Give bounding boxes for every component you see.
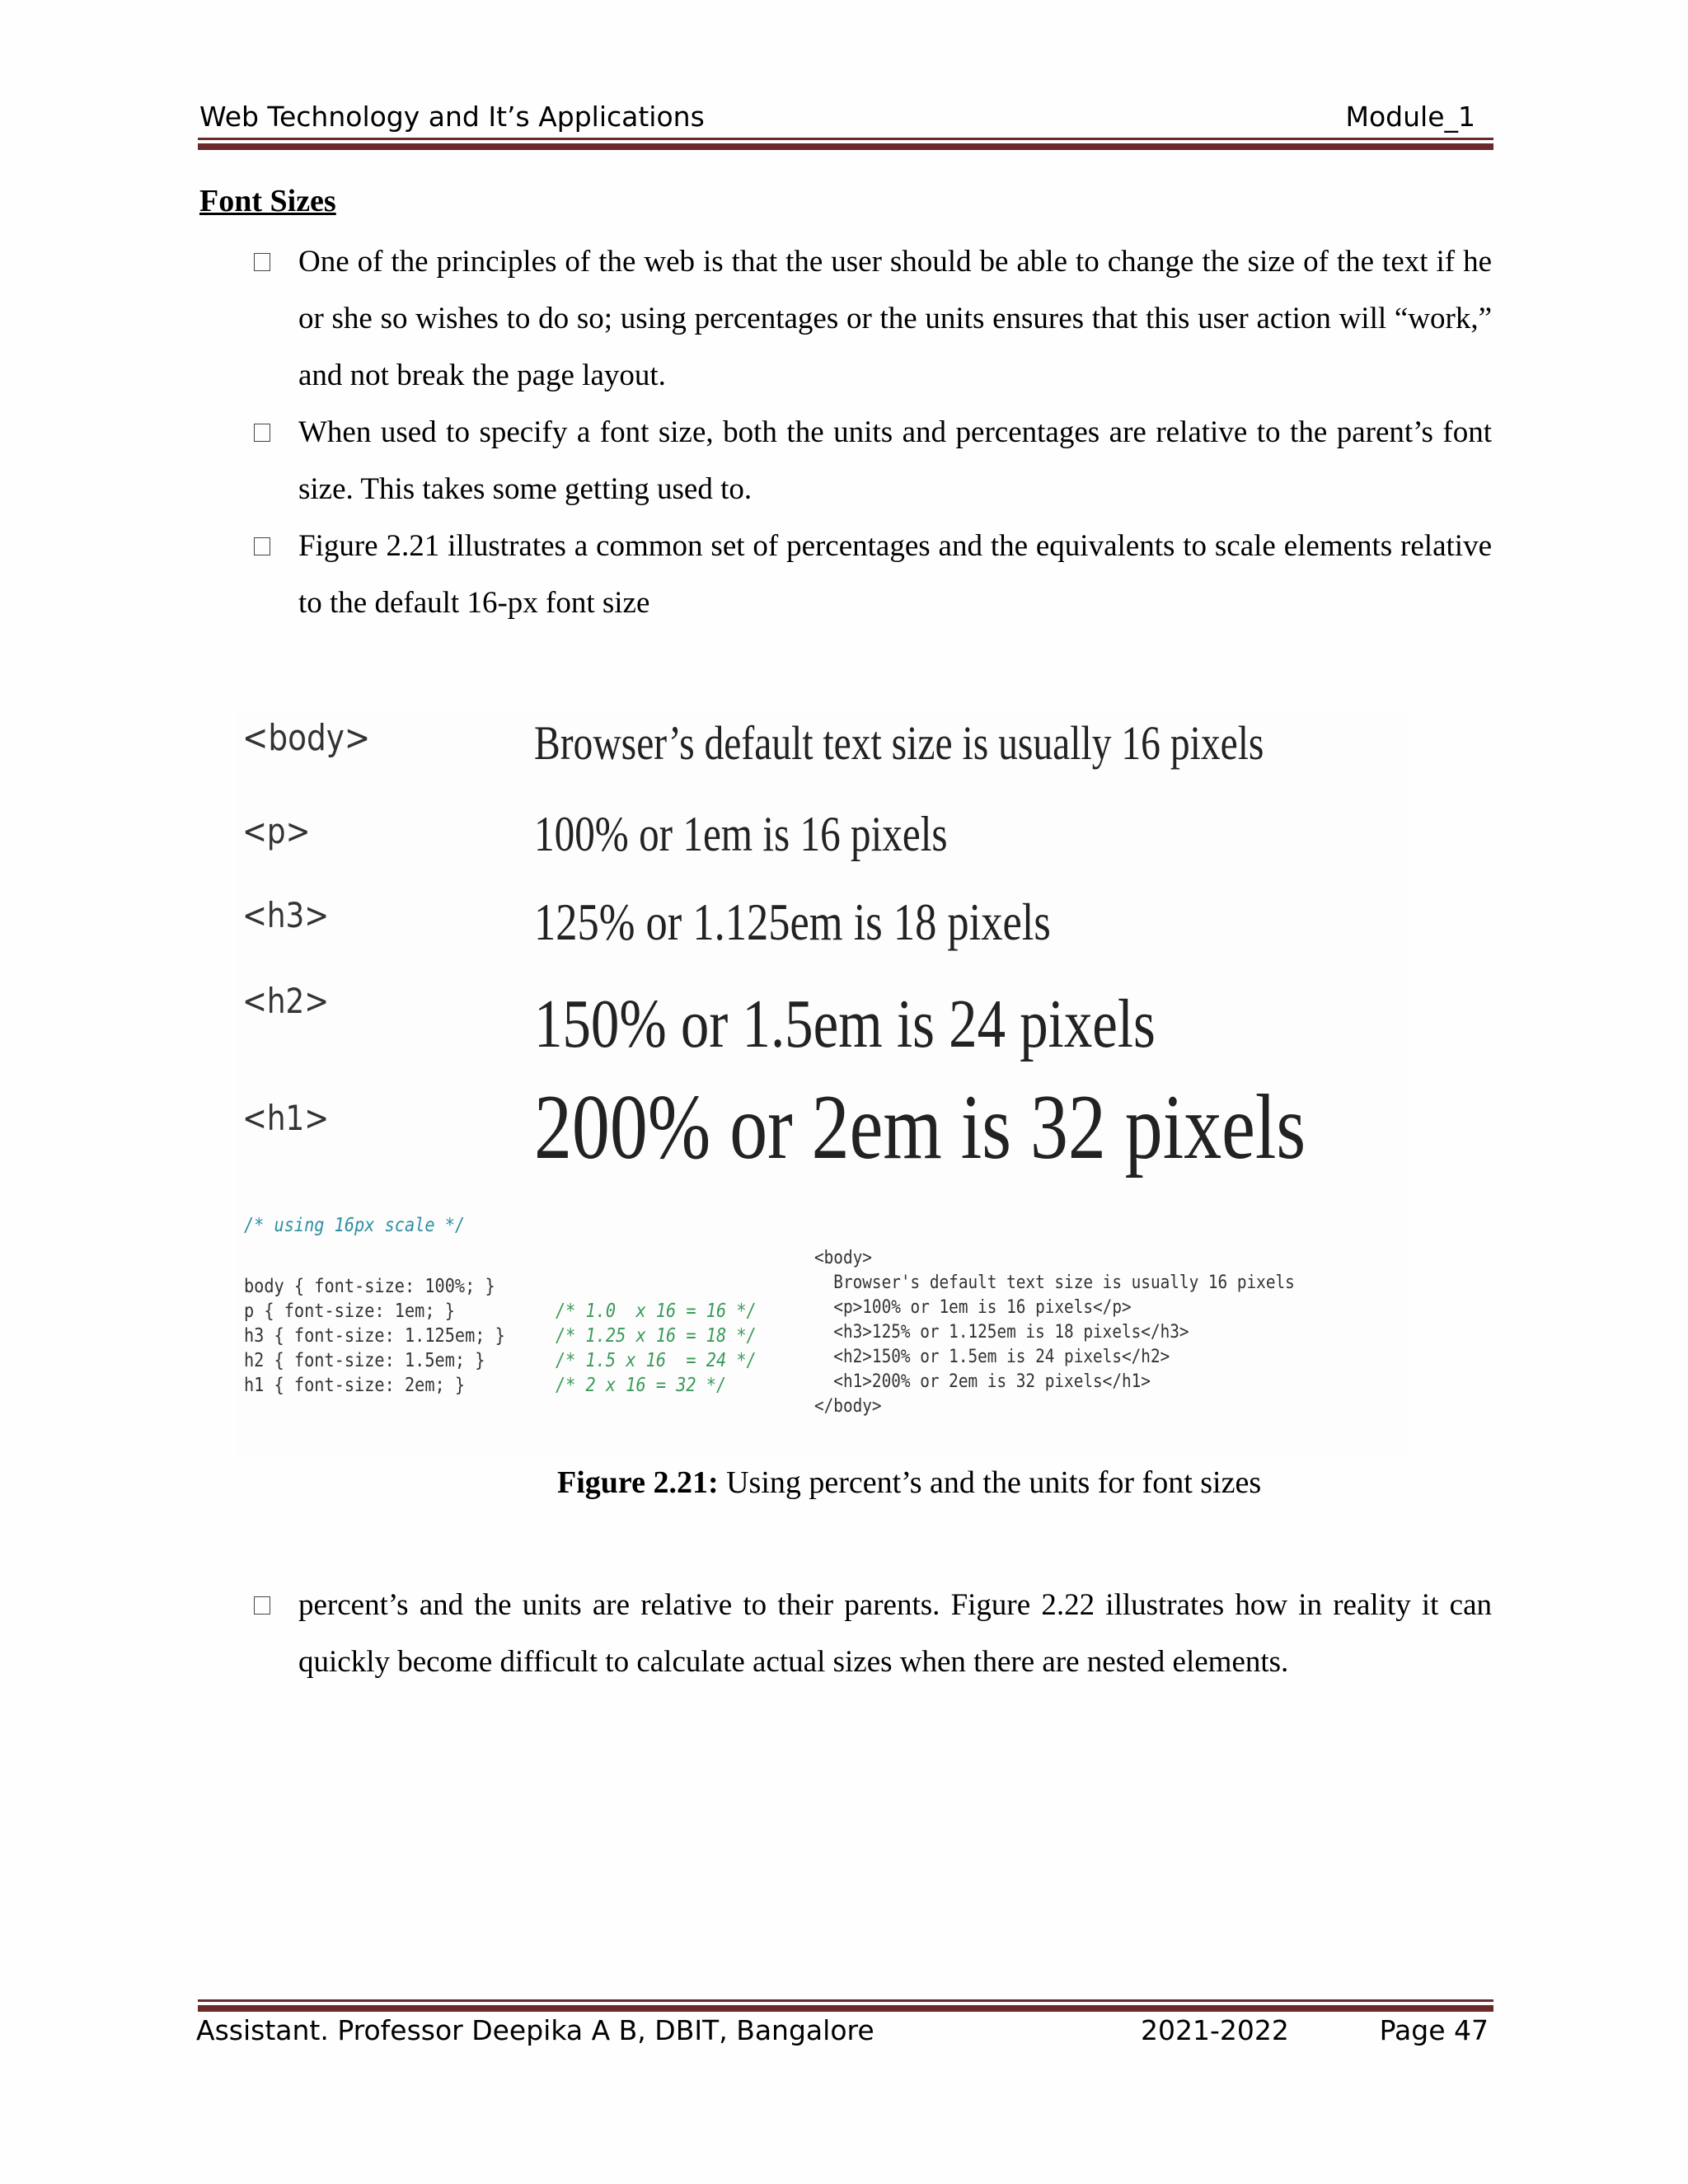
footer-author: Assistant. Professor Deepika A B, DBIT, Bangalore — [196, 2014, 874, 2046]
figure-html-line: <p>100% or 1em is 16 pixels</p> — [814, 1297, 1132, 1318]
caption-text: Using percent’s and the units for font sizes — [718, 1465, 1262, 1500]
figure-sample-body: Browser’s default text size is usually 16 pixels — [534, 716, 1264, 770]
figure-html-line: <h2>150% or 1.5em is 24 pixels</h2> — [814, 1347, 1170, 1367]
figure-2-21 — [237, 709, 1408, 1459]
footer-year: 2021-2022 — [1141, 2014, 1289, 2046]
figure-calc-comment: /* 1.5 x 16 = 24 */ — [556, 1350, 757, 1371]
list-item — [247, 1577, 1492, 1690]
header-module: Module_1 — [1345, 101, 1475, 133]
figure-html-line: <h1>200% or 2em is 32 pixels</h1> — [814, 1371, 1151, 1392]
figure-html-line: <body> — [814, 1248, 872, 1268]
bullet-text: percent’s and the units are relative to their parents. Figure 2.22 illustrates how in reality it can quickly become difficult to calculate actual sizes when there are nested elements. — [298, 1588, 1492, 1679]
figure-css-line: p { font-size: 1em; } — [244, 1301, 455, 1322]
figure-css-line: h2 { font-size: 1.5em; } — [244, 1350, 485, 1371]
figure-calc-comment: /* 1.0 x 16 = 16 */ — [556, 1301, 757, 1322]
figure-tag-h2: <h2> — [242, 981, 330, 1021]
footer-rule-thick — [198, 2005, 1493, 2012]
bullet-box-icon — [254, 253, 270, 271]
figure-html-line: <h3>125% or 1.125em is 18 pixels</h3> — [814, 1322, 1189, 1343]
bullet-list-2 — [247, 1577, 1492, 1690]
footer-rule-thin — [198, 1999, 1493, 2002]
page-header — [198, 101, 1493, 137]
figure-css-comment: /* using 16px scale */ — [244, 1215, 466, 1236]
figure-css-line: body { font-size: 100%; } — [244, 1276, 495, 1297]
list-item — [247, 404, 1492, 518]
header-rule-thick — [198, 143, 1493, 150]
header-rule-thin — [198, 138, 1493, 140]
header-title: Web Technology and It’s Applications — [199, 101, 705, 133]
figure-tag-p: <p> — [242, 811, 311, 851]
figure-sample-h2: 150% or 1.5em is 24 pixels — [534, 986, 1156, 1062]
figure-html-line: </body> — [814, 1396, 882, 1417]
figure-sample-h1: 200% or 2em is 32 pixels — [534, 1076, 1306, 1179]
figure-tag-body: <body> — [242, 717, 371, 759]
figure-tag-h3: <h3> — [242, 895, 330, 935]
figure-html-line: Browser's default text size is usually 16 pixels — [814, 1272, 1295, 1293]
figure-sample-h3: 125% or 1.125em is 18 pixels — [534, 893, 1051, 951]
list-item — [247, 518, 1492, 631]
figure-css-line: h1 { font-size: 2em; } — [244, 1375, 466, 1396]
bullet-box-icon — [254, 537, 270, 555]
section-title: Font Sizes — [199, 184, 336, 218]
bullet-list — [247, 233, 1492, 631]
page-footer — [196, 2014, 1493, 2052]
footer-page-number: Page 47 — [1379, 2014, 1489, 2046]
figure-caption — [557, 1465, 1261, 1501]
bullet-text: Figure 2.21 illustrates a common set of percentages and the equivalents to scale elements relative to the default 16-px font size — [298, 529, 1492, 620]
figure-css-line: h3 { font-size: 1.125em; } — [244, 1325, 505, 1347]
figure-calc-comment: /* 2 x 16 = 32 */ — [556, 1375, 727, 1396]
figure-tag-h1: <h1> — [242, 1098, 330, 1138]
bullet-text: When used to specify a font size, both the units and percentages are relative to the parent’s font size. This takes some getting used to. — [298, 415, 1492, 506]
figure-sample-p: 100% or 1em is 16 pixels — [534, 807, 948, 861]
figure-calc-comment: /* 1.25 x 16 = 18 */ — [556, 1325, 757, 1347]
bullet-box-icon — [254, 1596, 270, 1615]
bullet-box-icon — [254, 424, 270, 442]
caption-label: Figure 2.21: — [557, 1465, 719, 1500]
list-item — [247, 233, 1492, 404]
bullet-text: One of the principles of the web is that the user should be able to change the size of the text if he or she so wishes to do so; using percentages or the units ensures that this user action will “work,” and not break the page layout. — [298, 245, 1492, 392]
